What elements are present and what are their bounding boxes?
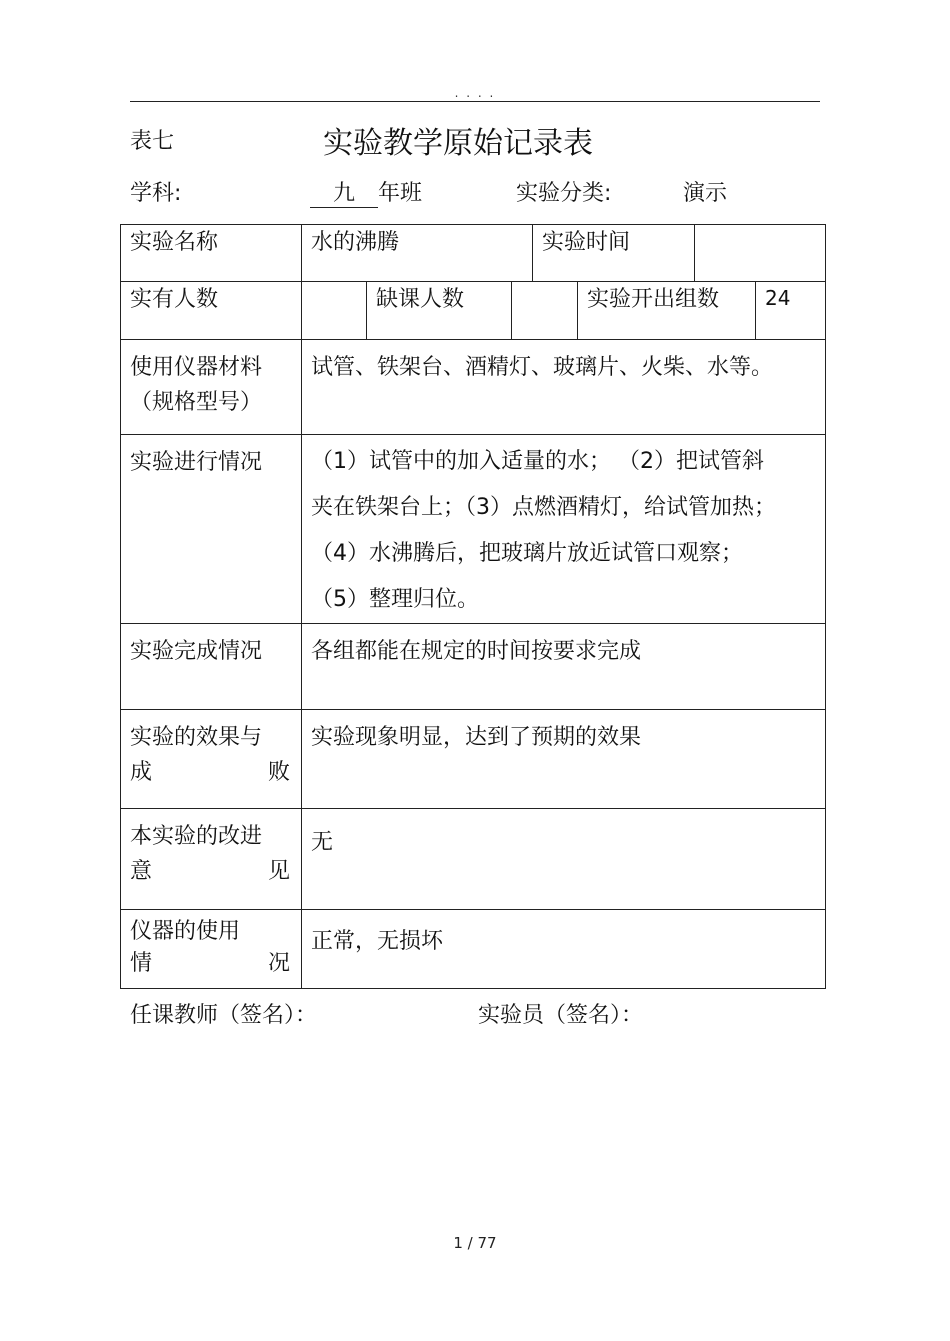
procedure-value <box>302 435 826 624</box>
table-row <box>121 624 826 710</box>
improve-label-line <box>130 854 292 889</box>
absent-count-label: 缺课人数 <box>367 282 512 340</box>
effect-label-char: 成 <box>130 760 153 786</box>
effect-label-line <box>130 755 292 790</box>
meta-row <box>130 176 820 210</box>
page-title: 实验教学原始记录表 <box>323 126 593 161</box>
header-dots: . . . . <box>454 86 496 100</box>
improve-label <box>121 809 302 910</box>
materials-label-line: （规格型号） <box>130 390 263 416</box>
improve-label-char: 见 <box>267 859 290 885</box>
table-row <box>121 809 826 910</box>
effect-label-char: 败 <box>267 760 290 786</box>
usage-label-line <box>130 948 292 980</box>
title-row <box>130 118 820 161</box>
assistant-signature-label: 实验员（签名）： <box>478 1003 644 1028</box>
procedure-line: （4）水沸腾后，把玻璃片放近试管口观察； <box>311 541 743 566</box>
improve-label-line: 本实验的改进 <box>130 824 263 849</box>
absent-count-value <box>512 282 578 340</box>
table-row <box>121 225 826 282</box>
table-row <box>121 340 826 435</box>
grade-suffix: 年班 <box>378 181 423 206</box>
usage-value: 正常，无损坏 <box>302 910 826 989</box>
materials-value: 试管、铁架台、酒精灯、玻璃片、火柴、水等。 <box>302 340 826 435</box>
table-row <box>121 282 826 340</box>
effect-label <box>121 710 302 809</box>
subject-label: 学科: <box>130 181 182 206</box>
procedure-line: 夹在铁架台上；（3）点燃酒精灯，给试管加热； <box>311 495 776 520</box>
category-label: 实验分类: <box>516 181 612 206</box>
effect-label-line: 实验的效果与 <box>130 725 263 750</box>
experiment-time-label: 实验时间 <box>533 225 695 282</box>
experiment-time-value <box>695 225 826 282</box>
actual-count-value <box>302 282 367 340</box>
completion-value: 各组都能在规定的时间按要求完成 <box>302 624 826 710</box>
procedure-label: 实验进行情况 <box>121 435 302 624</box>
usage-label-char: 情 <box>130 950 153 976</box>
usage-label-char: 况 <box>267 950 290 976</box>
materials-label <box>121 340 302 435</box>
actual-count-label: 实有人数 <box>121 282 302 340</box>
table-label: 表七 <box>130 129 175 154</box>
table-row <box>121 435 826 624</box>
header-rule <box>130 101 820 102</box>
procedure-line: （5）整理归位。 <box>311 587 479 612</box>
category-value: 演示 <box>683 181 728 206</box>
grade-value: 九 <box>310 176 378 208</box>
grade-field <box>310 176 422 208</box>
effect-value: 实验现象明显，达到了预期的效果 <box>302 710 826 809</box>
groups-value: 24 <box>756 282 826 340</box>
experiment-name-value: 水的沸腾 <box>302 225 533 282</box>
teacher-signature-label: 任课教师（签名）： <box>130 1003 318 1028</box>
record-table <box>120 224 826 989</box>
table-row <box>121 710 826 809</box>
completion-label: 实验完成情况 <box>121 624 302 710</box>
page-number: 1 / 77 <box>453 1234 497 1252</box>
usage-label <box>121 910 302 989</box>
procedure-line: （1）试管中的加入适量的水； （2）把试管斜 <box>311 449 764 474</box>
experiment-name-label: 实验名称 <box>121 225 302 282</box>
improve-value: 无 <box>302 809 826 910</box>
groups-label: 实验开出组数 <box>578 282 756 340</box>
materials-label-line: 使用仪器材料 <box>130 355 263 380</box>
table-row <box>121 910 826 989</box>
improve-label-char: 意 <box>130 859 153 885</box>
usage-label-line: 仪器的使用 <box>130 919 241 944</box>
